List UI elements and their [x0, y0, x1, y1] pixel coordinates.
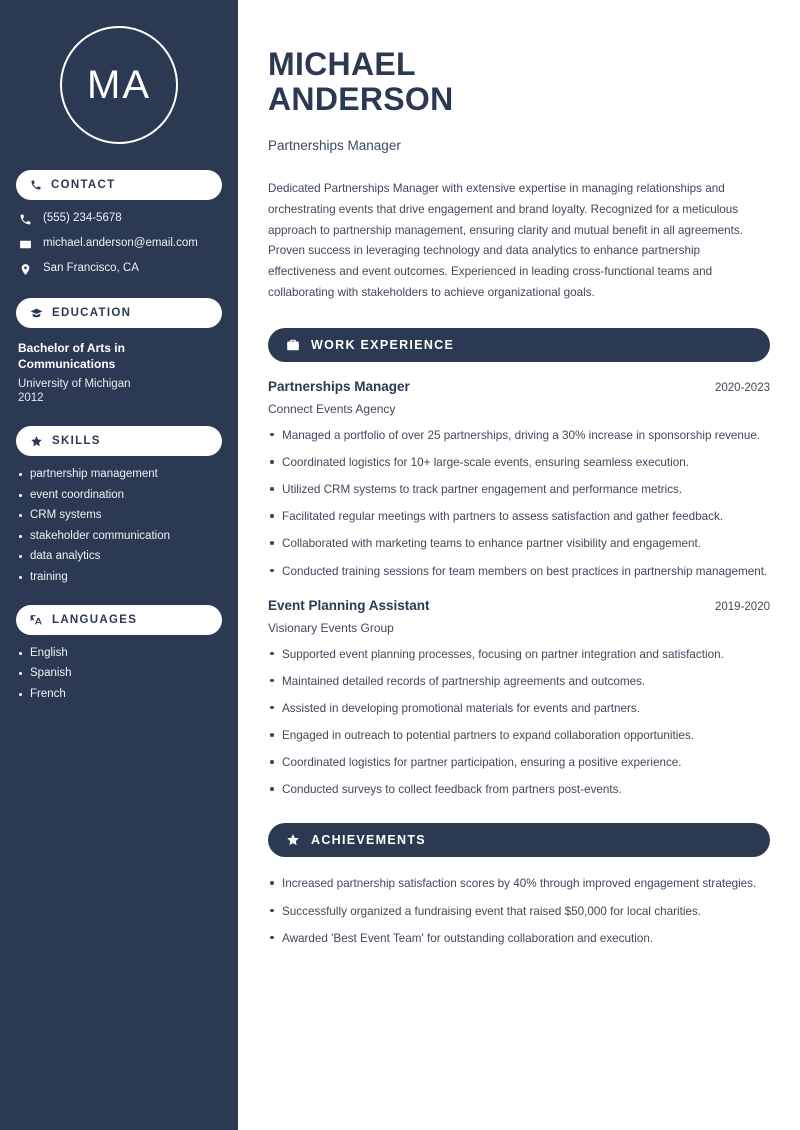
- education-heading-label: EDUCATION: [52, 307, 132, 319]
- sidebar-section-skills: [0, 426, 238, 583]
- education-degree: Bachelor of Arts in Communications: [18, 341, 125, 372]
- job-role-subtitle: Partnerships Manager: [268, 137, 401, 153]
- languages-heading-pill: [16, 605, 222, 635]
- contact-email-value: michael.anderson@email.com: [43, 237, 198, 249]
- work-experience-item: [268, 379, 770, 581]
- list-item: Conducted surveys to collect feedback from partners post-events.: [268, 781, 770, 799]
- contact-location-value: San Francisco, CA: [43, 262, 139, 274]
- job-dates: 2019-2020: [715, 600, 770, 613]
- list-item: data analytics: [18, 550, 220, 562]
- phone-icon: [30, 179, 42, 191]
- list-item: training: [18, 571, 220, 583]
- sidebar-section-contact: [0, 170, 238, 276]
- skills-heading-pill: [16, 426, 222, 456]
- monogram-initials: MA: [60, 26, 178, 144]
- list-item: Engaged in outreach to potential partners to expand collaboration opportunities.: [268, 727, 770, 745]
- skills-heading-label: SKILLS: [52, 435, 101, 448]
- sidebar-section-languages: [0, 605, 238, 700]
- job-company: Connect Events Agency: [268, 401, 396, 416]
- education-details: [0, 328, 238, 404]
- job-company: Visionary Events Group: [268, 620, 394, 635]
- list-item: Spanish: [18, 667, 220, 679]
- main-content: [238, 0, 800, 1130]
- briefcase-icon: [286, 338, 300, 352]
- contact-list: [0, 200, 238, 276]
- job-bullet-list: [268, 427, 770, 581]
- star-icon: [30, 435, 43, 448]
- list-item: Successfully organized a fundraising event that raised $50,000 for local charities.: [268, 903, 770, 921]
- contact-item-phone[interactable]: [18, 212, 220, 226]
- section-label: ACHIEVEMENTS: [311, 833, 426, 848]
- translate-icon: [30, 613, 43, 626]
- job-title: Event Planning Assistant: [268, 597, 430, 613]
- list-item: Increased partnership satisfaction scores by 40% through improved engagement strategies.: [268, 875, 770, 893]
- section-header-achievements: [268, 823, 770, 857]
- work-experience-item: [268, 598, 770, 800]
- contact-item-email[interactable]: [18, 237, 220, 251]
- list-item: Coordinated logistics for partner participation, ensuring a positive experience.: [268, 754, 770, 772]
- list-item: French: [18, 688, 220, 700]
- languages-list: [18, 647, 220, 700]
- education-year: 2012: [18, 392, 44, 405]
- list-item: CRM systems: [18, 509, 220, 521]
- phone-icon: [18, 212, 32, 226]
- page-title: [268, 47, 770, 116]
- list-item: Awarded 'Best Event Team' for outstanding collaboration and execution.: [268, 930, 770, 948]
- education-heading-pill: [16, 298, 222, 328]
- list-item: Collaborated with marketing teams to enhance partner visibility and engagement.: [268, 535, 770, 553]
- achievements-list: [268, 875, 770, 947]
- contact-item-location[interactable]: [18, 262, 220, 276]
- graduation-cap-icon: [30, 307, 43, 320]
- education-school: University of Michigan: [18, 378, 131, 391]
- last-name: ANDERSON: [268, 80, 454, 117]
- first-name: MICHAEL: [268, 46, 416, 83]
- job-dates: 2020-2023: [715, 381, 770, 394]
- list-item: Supported event planning processes, focusing on partner integration and satisfaction.: [268, 646, 770, 664]
- list-item: Assisted in developing promotional materials for events and partners.: [268, 700, 770, 718]
- avatar: [0, 0, 238, 170]
- list-item: event coordination: [18, 489, 220, 501]
- list-item: Coordinated logistics for 10+ large-scale events, ensuring seamless execution.: [268, 454, 770, 472]
- list-item: Facilitated regular meetings with partners to assess satisfaction and gather feedback.: [268, 508, 770, 526]
- skills-list: [18, 468, 220, 583]
- contact-heading-pill: [16, 170, 222, 200]
- sidebar-section-education: [0, 298, 238, 404]
- professional-summary: Dedicated Partnerships Manager with extensive expertise in managing relationships and orchestrating events that drive engagement and brand loyalty. Recognized for a meticulous approach to partnership management, ensuring clarity and mutual benefit in all agreements. Proven success in leveraging technology and data analytics to enhance partnership effectiveness and event outcomes. Experienced in leading cross-functional teams and collaborating with stakeholders to achieve organizational goals.: [268, 181, 743, 300]
- section-header-work-experience: [268, 328, 770, 362]
- job-title: Partnerships Manager: [268, 378, 410, 394]
- contact-heading-label: CONTACT: [51, 179, 116, 191]
- location-pin-icon: [18, 262, 32, 276]
- list-item: Managed a portfolio of over 25 partnerships, driving a 30% increase in sponsorship revenue.: [268, 427, 770, 445]
- list-item: stakeholder communication: [18, 530, 220, 542]
- sidebar: [0, 0, 238, 1130]
- list-item: Conducted training sessions for team members on best practices in partnership management.: [268, 563, 770, 581]
- list-item: Utilized CRM systems to track partner engagement and performance metrics.: [268, 481, 770, 499]
- list-item: partnership management: [18, 468, 220, 480]
- envelope-icon: [18, 237, 32, 251]
- list-item: English: [18, 647, 220, 659]
- languages-heading-label: LANGUAGES: [52, 613, 138, 626]
- contact-phone-value: (555) 234-5678: [43, 212, 122, 224]
- section-label: WORK EXPERIENCE: [311, 337, 455, 352]
- list-item: Maintained detailed records of partnership agreements and outcomes.: [268, 673, 770, 691]
- job-bullet-list: [268, 646, 770, 800]
- star-icon: [286, 833, 300, 847]
